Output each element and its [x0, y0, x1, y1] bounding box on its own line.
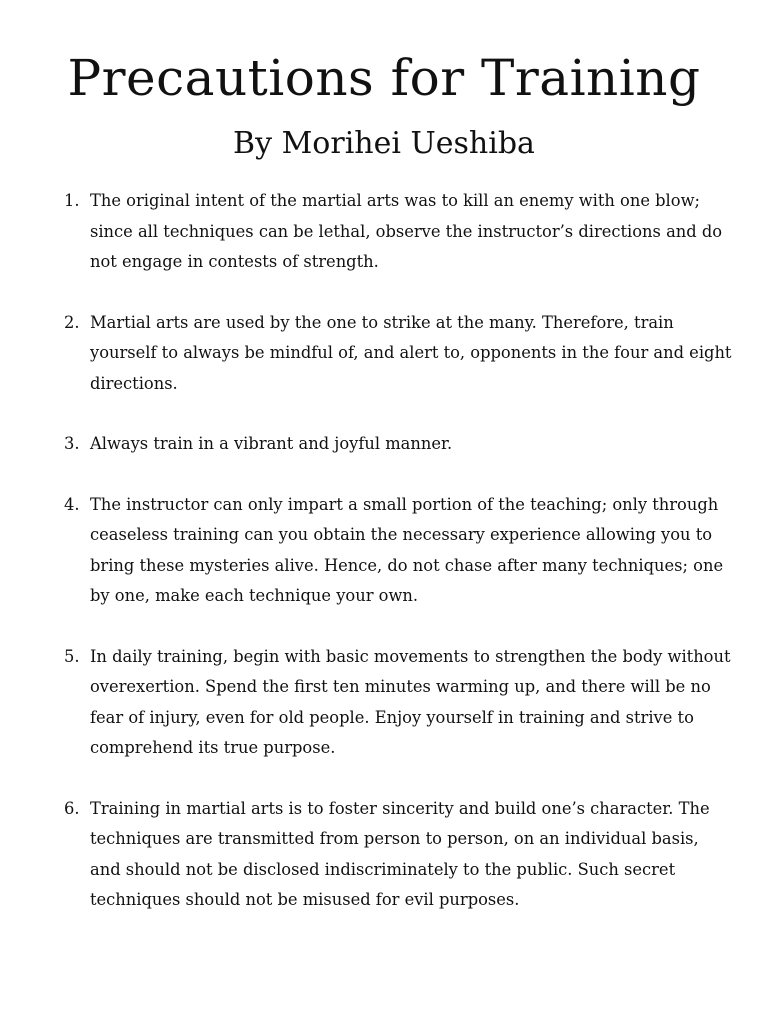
item-text: The instructor can only impart a small portion of the teaching; only through ceaseless training can you obtain the necessary experience allowing you to bring these mysteries alive. Hence, do not chase after many techniques; one by one, make each technique your own. [90, 494, 724, 605]
list-item [64, 490, 734, 612]
list-item [64, 642, 734, 764]
precautions-list [64, 186, 734, 946]
list-item [64, 429, 734, 460]
page-subtitle: By Morihei Ueshiba [233, 126, 535, 161]
item-number: 3. [64, 434, 80, 453]
item-text: The original intent of the martial arts was to kill an enemy with one blow; since all techniques can be lethal, observe the instructor’s directions and do not engage in contests of strength. [90, 191, 723, 271]
list-item [64, 308, 734, 400]
item-number: 4. [64, 494, 80, 514]
item-number: 1. [64, 191, 80, 210]
item-text: Training in martial arts is to foster sincerity and build one’s character. The techniques are transmitted from person to person, on an individual basis, and should not be disclosed indiscriminately to the public. Such secret techniques should not be misused for evil purposes. [90, 798, 710, 909]
item-text: In daily training, begin with basic movements to strengthen the body without overexertion. Spend the first ten minutes warming up, and there will be no fear of injury, even for old people. Enjoy yourself in training and strive to comprehend its true purpose. [90, 646, 731, 757]
item-number: 2. [64, 312, 80, 332]
item-text: Always train in a vibrant and joyful manner. [90, 434, 453, 453]
item-number: 6. [64, 798, 80, 818]
list-item [64, 794, 734, 916]
page-title: Precautions for Training [67, 49, 701, 107]
list-item [64, 186, 734, 278]
item-text: Martial arts are used by the one to strike at the many. Therefore, train yourself to always be mindful of, and alert to, opponents in the four and eight directions. [90, 312, 732, 393]
item-number: 5. [64, 646, 80, 666]
